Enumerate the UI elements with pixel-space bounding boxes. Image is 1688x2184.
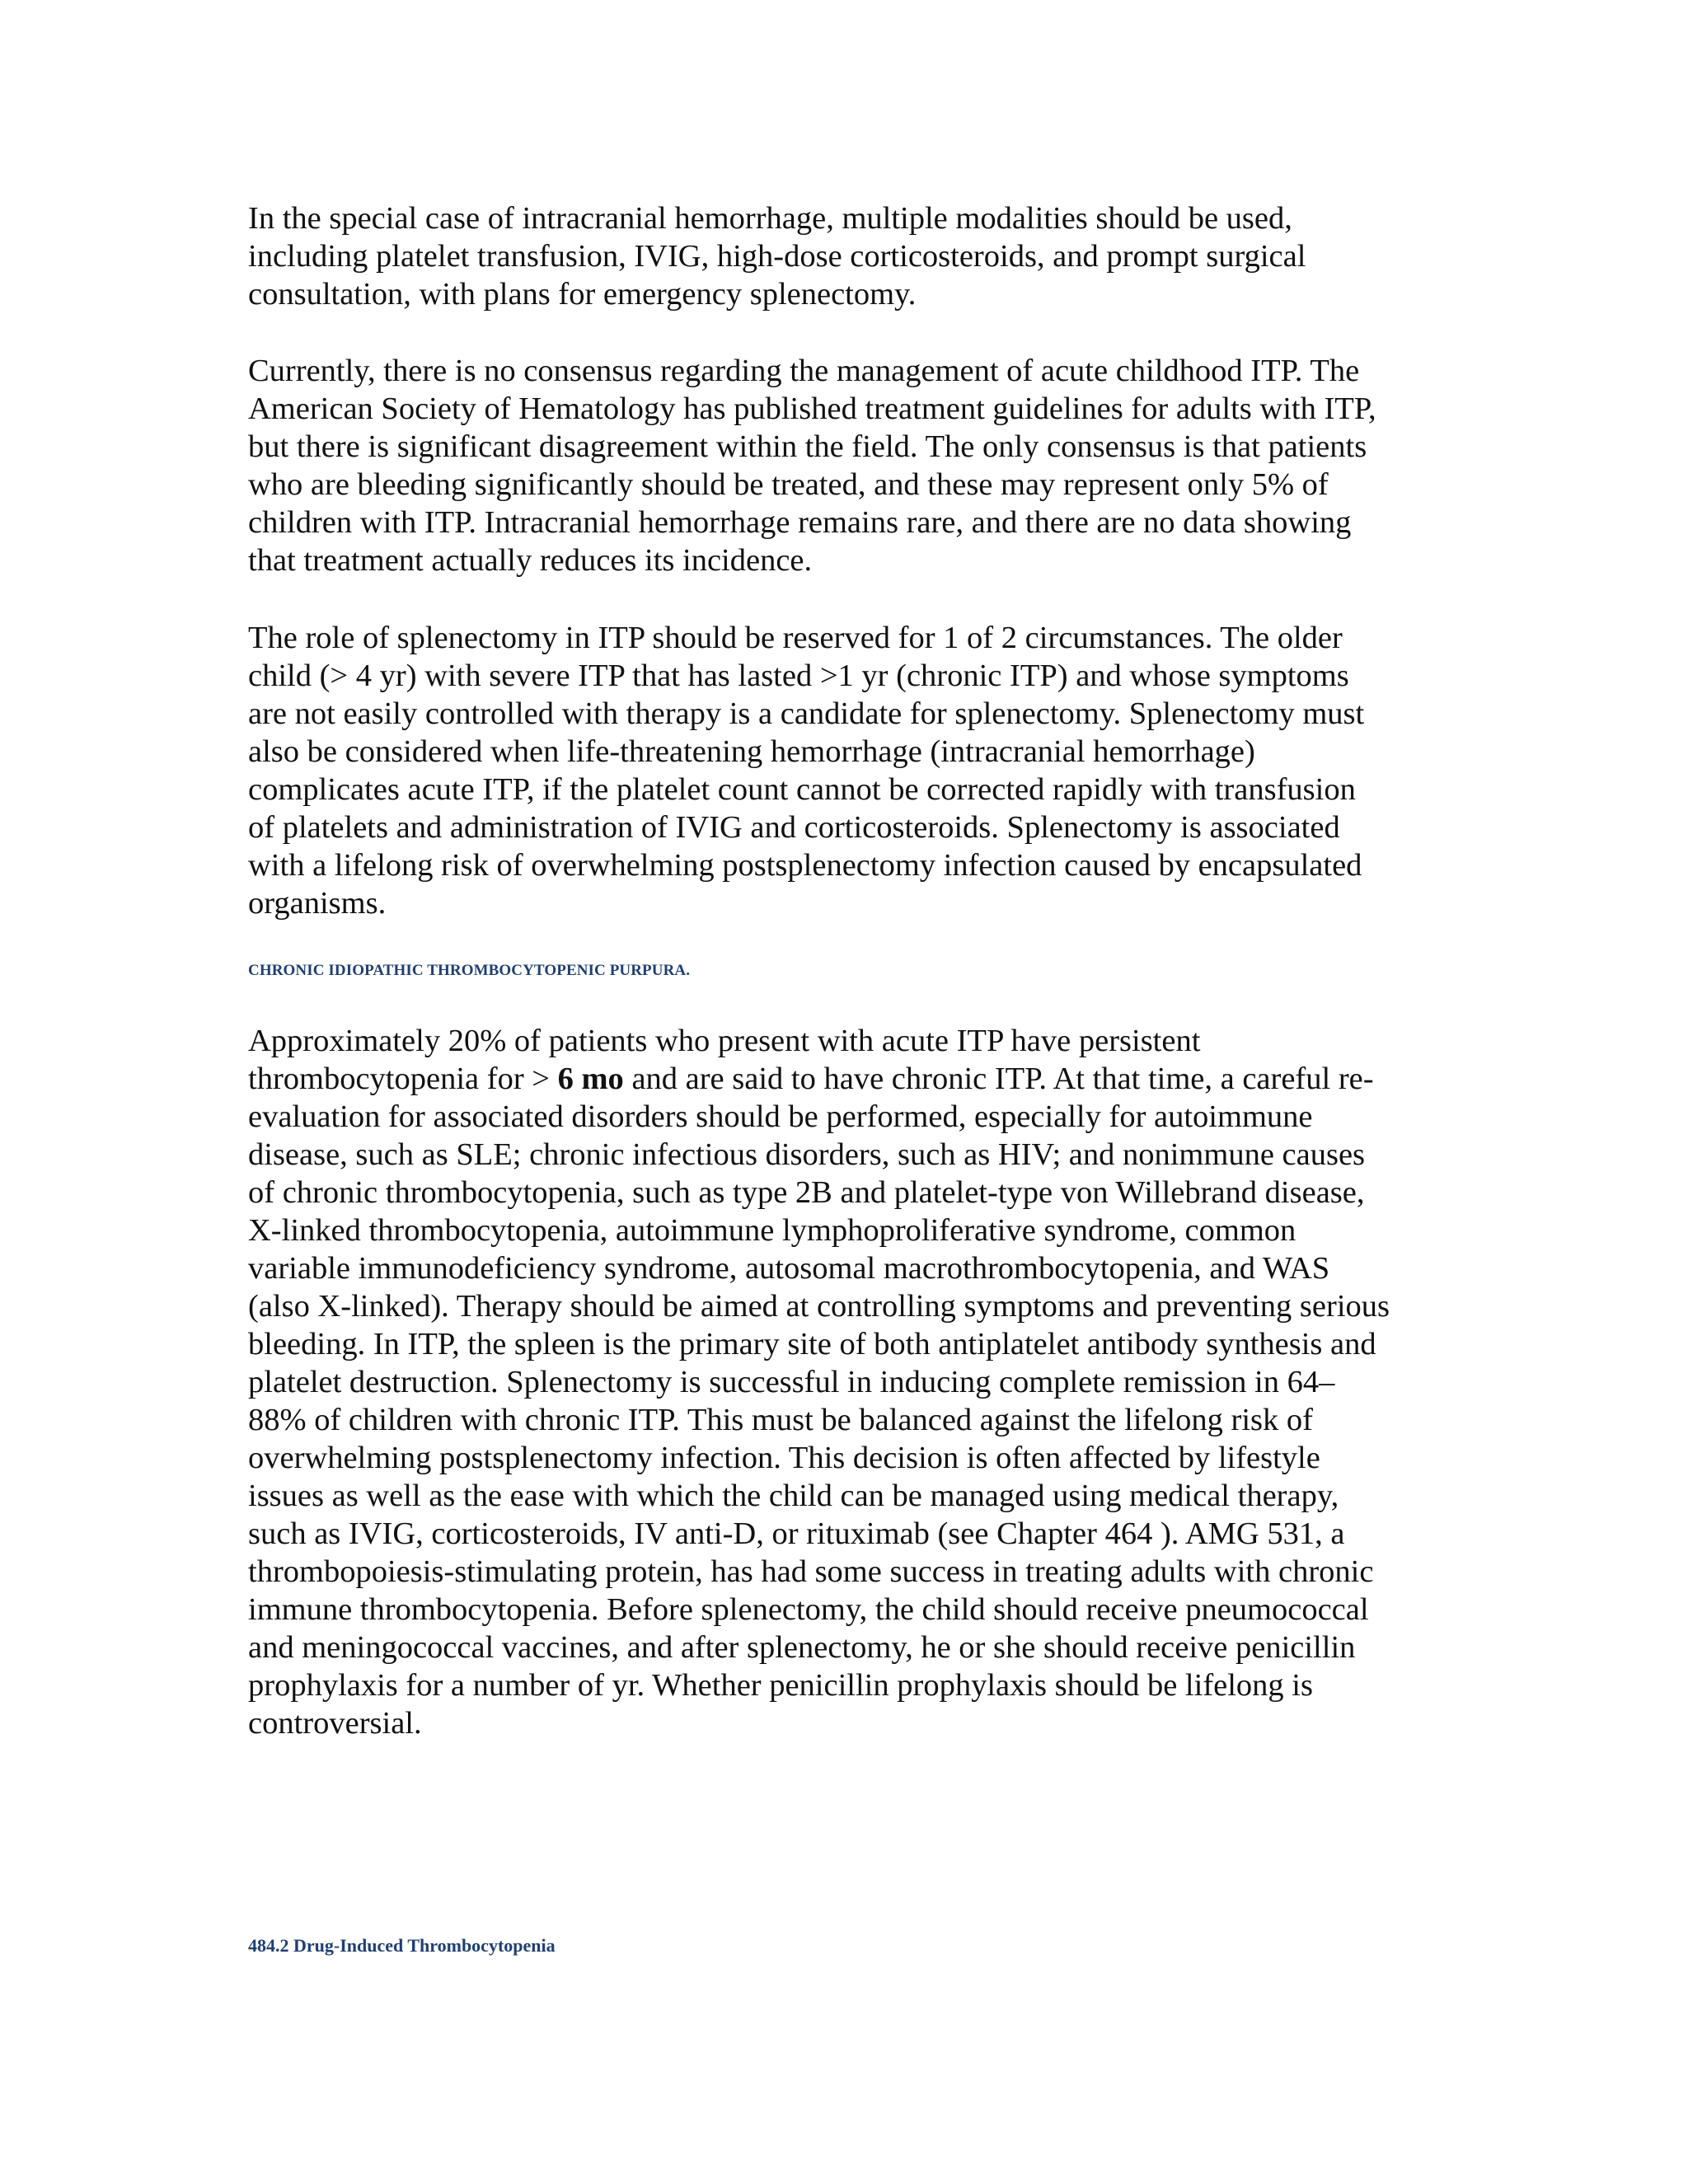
paragraph-line: platelet destruction. Splenectomy is successful in inducing complete remission in 64– [248,1365,1335,1399]
paragraph-line: 88% of children with chronic ITP. This must be balanced against the lifelong risk of [248,1403,1313,1437]
paragraph-line: thrombopoiesis-stimulating protein, has had some success in treating adults with chronic [248,1554,1374,1589]
paragraph-line: immune thrombocytopenia. Before splenectomy, the child should receive pneumococcal [248,1592,1369,1627]
paragraph-line: child (> 4 yr) with severe ITP that has lasted >1 yr (chronic ITP) and whose symptoms [248,658,1349,693]
paragraph-line: evaluation for associated disorders should be performed, especially for autoimmune [248,1099,1313,1134]
paragraph-line: bleeding. In ITP, the spleen is the primary site of both antiplatelet antibody synthesis and [248,1327,1376,1361]
paragraph-line: of platelets and administration of IVIG and corticosteroids. Splenectomy is associated [248,810,1340,845]
paragraph-line: who are bleeding significantly should be treated, and these may represent only 5% of [248,467,1329,502]
paragraph-line: organisms. [248,886,387,921]
paragraph-line: children with ITP. Intracranial hemorrhage remains rare, and there are no data showing [248,505,1352,540]
paragraph-intracranial-hemorrhage [248,199,1451,313]
paragraph-line: variable immunodeficiency syndrome, autosomal macrothrombocytopenia, and WAS [248,1251,1330,1286]
paragraph-line: issues as well as the ease with which the child can be managed using medical therapy, [248,1479,1339,1513]
paragraph-chronic-itp [248,1022,1451,1742]
paragraph-line: disease, such as SLE; chronic infectious disorders, such as HIV; and nonimmune causes [248,1137,1366,1172]
paragraph-line: In the special case of intracranial hemorrhage, multiple modalities should be used, [248,201,1292,236]
paragraph-line: of chronic thrombocytopenia, such as type 2B and platelet-type von Willebrand disease, [248,1175,1365,1210]
paragraph-line: X-linked thrombocytopenia, autoimmune lymphoproliferative syndrome, common [248,1213,1296,1248]
paragraph-line [248,1060,1451,1098]
paragraph-line: including platelet transfusion, IVIG, high-dose corticosteroids, and prompt surgical [248,239,1306,274]
section-heading-drug-induced: 484.2 Drug-Induced Thrombocytopenia [248,1935,556,1956]
paragraph-line: controversial. [248,1706,422,1741]
paragraph-line: also be considered when life-threatening hemorrhage (intracranial hemorrhage) [248,734,1255,769]
paragraph-management-consensus [248,352,1451,579]
section-heading-chronic-itp: CHRONIC IDIOPATHIC THROMBOCYTOPENIC PURPURA. [248,962,691,979]
paragraph-line: The role of splenectomy in ITP should be reserved for 1 of 2 circumstances. The older [248,621,1343,655]
paragraph-line: prophylaxis for a number of yr. Whether penicillin prophylaxis should be lifelong is [248,1668,1313,1703]
paragraph-line: complicates acute ITP, if the platelet count cannot be corrected rapidly with transfusion [248,772,1356,807]
paragraph-line: are not easily controlled with therapy is a candidate for splenectomy. Splenectomy must [248,696,1365,731]
paragraph-text: and are said to have chronic ITP. At that time, a careful re- [623,1062,1374,1096]
paragraph-text: thrombocytopenia for > [248,1062,558,1096]
paragraph-line: with a lifelong risk of overwhelming postsplenectomy infection caused by encapsulated [248,848,1362,883]
paragraph-splenectomy-role [248,619,1451,922]
paragraph-line: American Society of Hematology has published treatment guidelines for adults with ITP, [248,391,1376,426]
paragraph-line: consultation, with plans for emergency splenectomy. [248,277,917,312]
paragraph-line: Approximately 20% of patients who present with acute ITP have persistent [248,1024,1201,1058]
paragraph-line: such as IVIG, corticosteroids, IV anti-D, or rituximab (see Chapter 464 ). AMG 531, a [248,1516,1345,1551]
paragraph-line: that treatment actually reduces its incidence. [248,543,813,578]
emphasis-duration: 6 mo [557,1062,624,1096]
paragraph-line: but there is significant disagreement within the field. The only consensus is that patients [248,429,1367,464]
paragraph-line: and meningococcal vaccines, and after splenectomy, he or she should receive penicillin [248,1630,1356,1665]
paragraph-line: (also X-linked). Therapy should be aimed at controlling symptoms and preventing serious [248,1289,1390,1324]
paragraph-line: Currently, there is no consensus regarding the management of acute childhood ITP. The [248,354,1360,388]
paragraph-line: overwhelming postsplenectomy infection. This decision is often affected by lifestyle [248,1441,1320,1475]
